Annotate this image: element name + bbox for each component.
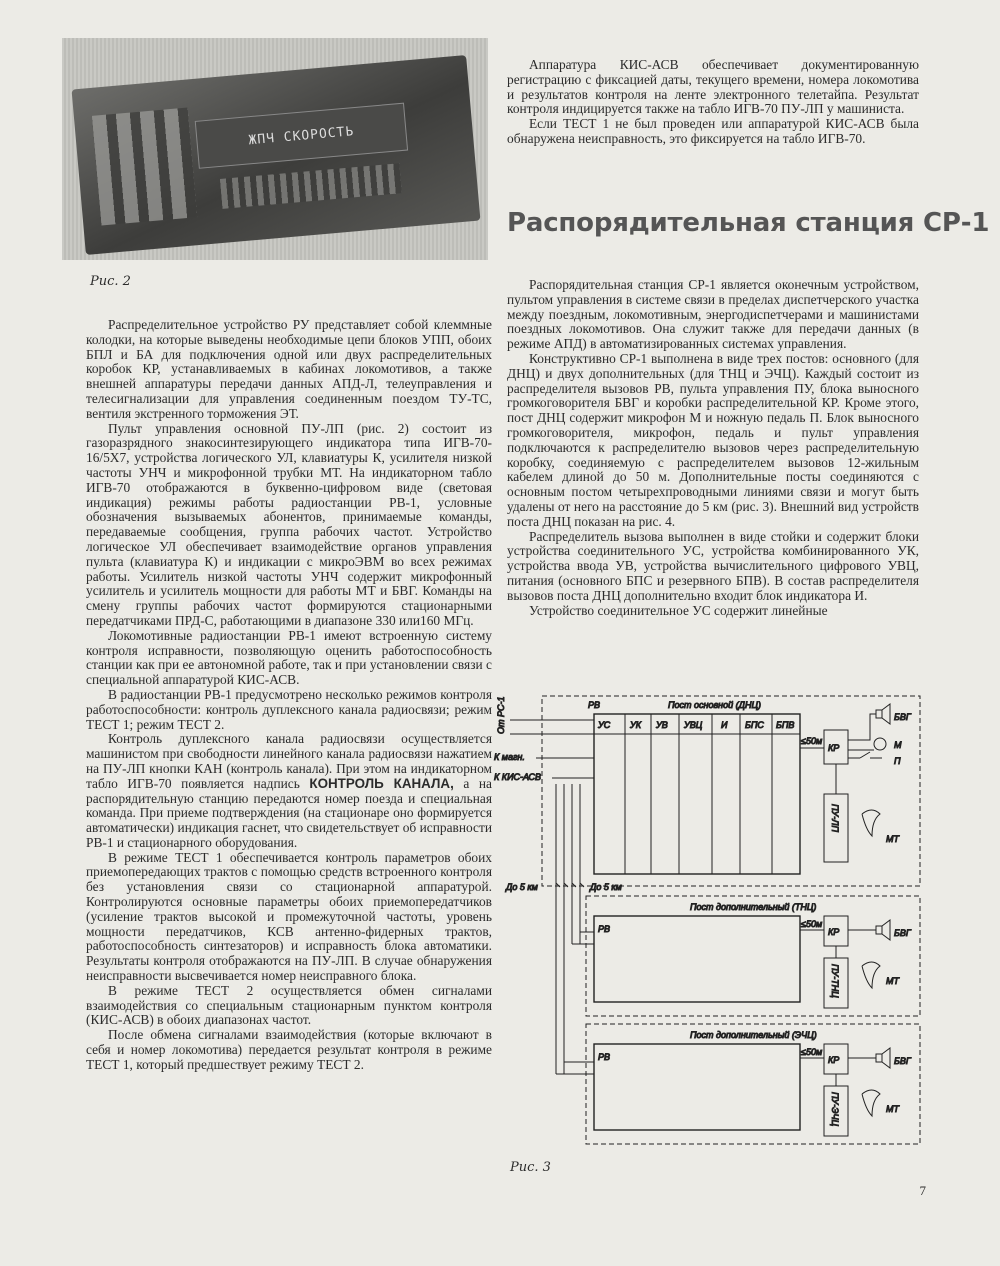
distance-label-left: До 5 км bbox=[506, 882, 538, 892]
diagram-rv-label: РВ bbox=[588, 700, 601, 710]
text-run: а на распорядительную станцию передаются номер поезда и специальная команда. При приеме подтверждения (на стационаре оно формируется автоматически) индикация гаснет, что свидетельствует об исправности РВ-1 и стационарного оборудования. bbox=[86, 775, 492, 850]
figure-2-caption: Рис. 2 bbox=[90, 274, 131, 289]
echc-pu-label: ПУ-ЭЧЦ bbox=[830, 1092, 840, 1127]
paragraph: Устройство соединительное УС содержит линейные bbox=[529, 602, 828, 618]
tnc-pu-label: ПУ-ТНЦ bbox=[830, 964, 840, 998]
text-run: Контроль дуплексного канала радиосвязи осуществляется машинистом при свободности линейного канала радиосвязи нажатием на ПУ-ЛП кнопки КАН (контроль канала). При этом на индикаторном табло ИГВ-70 появляется надпись bbox=[86, 731, 492, 791]
paragraph bbox=[86, 732, 492, 850]
distance-label-right: До 5 км bbox=[590, 882, 622, 892]
paragraph: Распределитель вызова выполнен в виде стойки и содержит блоки устройства соединительного УС, устройства комбинированного УК, устройства ввода УВ, устройства вычислительного цифрового УВЦ, питания (основного БПС и резервного БПВ). В состав распределителя вызовов поста ДНЦ дополнительно входит блок индикатора И. bbox=[507, 528, 919, 603]
k-magn-label: К магн. bbox=[494, 752, 525, 762]
left-column bbox=[86, 318, 492, 1073]
paragraph: Локомотивные радиостанции РВ-1 имеют встроенную систему контроля исправности, позволяющую оценить работоспособность станции как при ее автономной работе, так и при установлении связи с специальной аппаратурой КИС-АСВ. bbox=[86, 627, 492, 688]
tnc-post-frame bbox=[586, 896, 920, 1016]
page-number: 7 bbox=[919, 1183, 926, 1198]
figure-2-photo bbox=[62, 38, 488, 260]
echc-rv-rack bbox=[594, 1044, 800, 1130]
indicator-display: ЖПЧ СКОРОСТЬ bbox=[195, 103, 408, 169]
paragraph: Распорядительная станция СР-1 является оконечным устройством, пультом управления в системе связи в пределах диспетчерского участка между поездным, локомотивным, энергодиспетчерами и машинистами поездных локомотивов. Она служит также для передачи данных (в режиме АПД) в автоматизированных системах управления. bbox=[507, 277, 919, 352]
handset-icon bbox=[862, 1090, 880, 1116]
block-label-bps: БПС bbox=[745, 720, 764, 730]
block-label-uvc: УВЦ bbox=[684, 720, 703, 730]
tnc-rv-rack bbox=[594, 916, 800, 1002]
tnc-rv-label: РВ bbox=[598, 924, 611, 934]
handset-icon bbox=[862, 962, 880, 988]
paragraph: В режиме ТЕСТ 1 обеспечивается контроль параметров обоих приемопередающих трактов с помощью средств встроенного контроля без установления связи со стационарной аппаратурой. Контролируются основные параметры обоих приемопередатчиков (усиление трактов высокой и промежуточной частоты, уровень мощности передатчиков, КСВ антенно-фидерных трактов, работоспособность синтезаторов) и исправность блока автоматики. Результаты контроля отображаются на ПУ-ЛП. В случае обнаружения неисправности высвечивается номер неисправного блока. bbox=[86, 849, 492, 984]
control-panel-device bbox=[72, 55, 481, 255]
k-kis-label: К КИС-АСВ bbox=[494, 772, 542, 782]
bvg-label: БВГ bbox=[894, 928, 911, 938]
cable-length-label: ≤50м bbox=[801, 736, 823, 746]
echc-post-frame bbox=[586, 1024, 920, 1144]
mt-label: МТ bbox=[886, 1104, 899, 1114]
block-label-us: УС bbox=[598, 720, 611, 730]
microphone-icon bbox=[874, 738, 886, 750]
kr-label: КР bbox=[828, 927, 840, 937]
m-label: М bbox=[894, 740, 902, 750]
pu-label: ПУ-ЛП bbox=[830, 804, 840, 832]
paragraph: В режиме ТЕСТ 2 осуществляется обмен сигналами взаимодействия со специальным стационарным пунктом контроля (КИС-АСВ) в обоих диапазонах частот. bbox=[86, 982, 492, 1028]
tnc-post-title: Пост дополнительный (ТНЦ) bbox=[690, 902, 817, 912]
figure-3-caption: Рис. 3 bbox=[510, 1160, 551, 1175]
link-lines bbox=[556, 784, 594, 1074]
p-label: П bbox=[894, 756, 901, 766]
paragraph: Конструктивно СР-1 выполнена в виде трех постов: основного (для ДНЦ) и двух дополнительных (для ТНЦ и ЭЧЦ). Каждый состоит из распределителя вызовов РВ, пульта управления ПУ, блока выносного громкоговорителя БВГ и коробки распределительной КР. Кроме этого, пост ДНЦ содержит микрофон М и ножную педаль П. Блок выносного громкоговорителя, микрофон, педаль и пульт управления подключаются к распределителю вызовов через распределительную коробку, соединяемую с распределителем вызовов 12-жильным кабелем длиной до 50 м. Дополнительные посты соединяются с основным постом четырехпроводными линиями связи и могут быть удалены от него на расстояние до 5 км (рис. 3). Внешний вид устройств поста ДНЦ показан на рис. 4. bbox=[507, 350, 919, 529]
handset-icon bbox=[862, 810, 880, 836]
paragraph: После обмена сигналами взаимодействия (которые включают в себя и номер локомотива) передается результат контроля в режиме ТЕСТ 1, который предшествует режиму ТЕСТ 2. bbox=[86, 1027, 492, 1072]
echc-rv-label: РВ bbox=[598, 1052, 611, 1062]
paragraph: В радиостанции РВ-1 предусмотрено несколько режимов контроля работоспособности: контроль дуплексного канала радиосвязи; режим ТЕСТ 1; режим ТЕСТ 2. bbox=[86, 686, 492, 732]
block-label-bpv: БПВ bbox=[776, 720, 795, 730]
cable-length-label: ≤50м bbox=[801, 1047, 823, 1057]
section-heading: Распорядительная станция СР-1 bbox=[507, 208, 990, 238]
main-post-title: Пост основной (ДНЦ) bbox=[668, 700, 762, 710]
paragraph: Если ТЕСТ 1 не был проведен или аппаратурой КИС-АСВ была обнаружена неисправность, это фиксируется на табло ИГВ-70. bbox=[507, 116, 919, 146]
kr-label: КР bbox=[828, 743, 840, 753]
speaker-icon bbox=[876, 920, 890, 940]
from-rs-label: От РС-1 bbox=[496, 696, 506, 734]
echc-post-title: Пост дополнительный (ЭЧЦ) bbox=[690, 1030, 817, 1040]
rv-blocks bbox=[594, 714, 800, 874]
paragraph: Распределительное устройство РУ представляет собой клеммные колодки, на которые выведены необходимые цепи блоков УПП, обоих БПЛ и БА для подключения одной или двух распределительных коробок КР, устанавливаемых в кабинах локомотивов, а также внешней аппаратуры передачи данных АПД-Л, телеуправления и телесигнализации для управления соединенным поездом ТУ-ТС, вентиля экстренного торможения ЭТ. bbox=[86, 317, 492, 421]
block-label-uk: УК bbox=[630, 720, 642, 730]
paragraph: Пульт управления основной ПУ-ЛП (рис. 2) состоит из газоразрядного знакосинтезирующего индикатора типа ИГВ-70-16/5Х7, устройства логического УЛ, клавиатуры К, усилителя низкой частоты УНЧ и микрофонной трубки МТ. На индикаторном табло ИГВ-70 отображаются в буквенно-цифровом виде (световая индикация) режимы работы радиостанции РВ-1, условные обозначения вызываемых абонентов, принимаемые команды, передаваемые сообщения, группа рабочих частот. Устройство логическое УЛ обеспечивает взаимодействие органов управления пульта (клавиатура К) и индикации с микроЭВМ во всех режимах работы. Усилитель низкой частоты УНЧ содержит микрофонный усилитель и усилитель мощности для работы МТ и БВГ. Команды на смену группы рабочих частот формируются стационарными передатчиками ПРД-С, работающими в диапазоне 330 или160 МГц. bbox=[86, 420, 492, 628]
mt-label: МТ bbox=[886, 976, 899, 986]
right-top-text bbox=[507, 58, 919, 147]
kr-label: КР bbox=[828, 1055, 840, 1065]
bvg-label: БВГ bbox=[894, 1056, 911, 1066]
speaker-icon bbox=[876, 704, 890, 724]
pedal-switch-icon bbox=[848, 752, 882, 758]
block-label-i: И bbox=[721, 720, 728, 730]
keyboard bbox=[92, 108, 197, 226]
right-column bbox=[507, 278, 919, 618]
block-label-uv: УВ bbox=[656, 720, 668, 730]
bvg-label: БВГ bbox=[894, 712, 911, 722]
bold-term: КОНТРОЛЬ КАНАЛА, bbox=[309, 775, 454, 791]
mt-label: МТ bbox=[886, 834, 899, 844]
cable-length-label: ≤50м bbox=[801, 919, 823, 929]
wire-bvg bbox=[848, 714, 876, 740]
paragraph: Аппаратура КИС-АСВ обеспечивает документированную регистрацию с фиксацией даты, текущего времени, номера локомотива и результатов контроля на ленте электронного телетайпа. Результат контроля индицируется также на табло ИГВ-70 ПУ-ЛП у машиниста. bbox=[507, 57, 919, 117]
speaker-icon bbox=[876, 1048, 890, 1068]
indicator-leds bbox=[220, 163, 402, 209]
figure-3-diagram bbox=[490, 684, 930, 1164]
